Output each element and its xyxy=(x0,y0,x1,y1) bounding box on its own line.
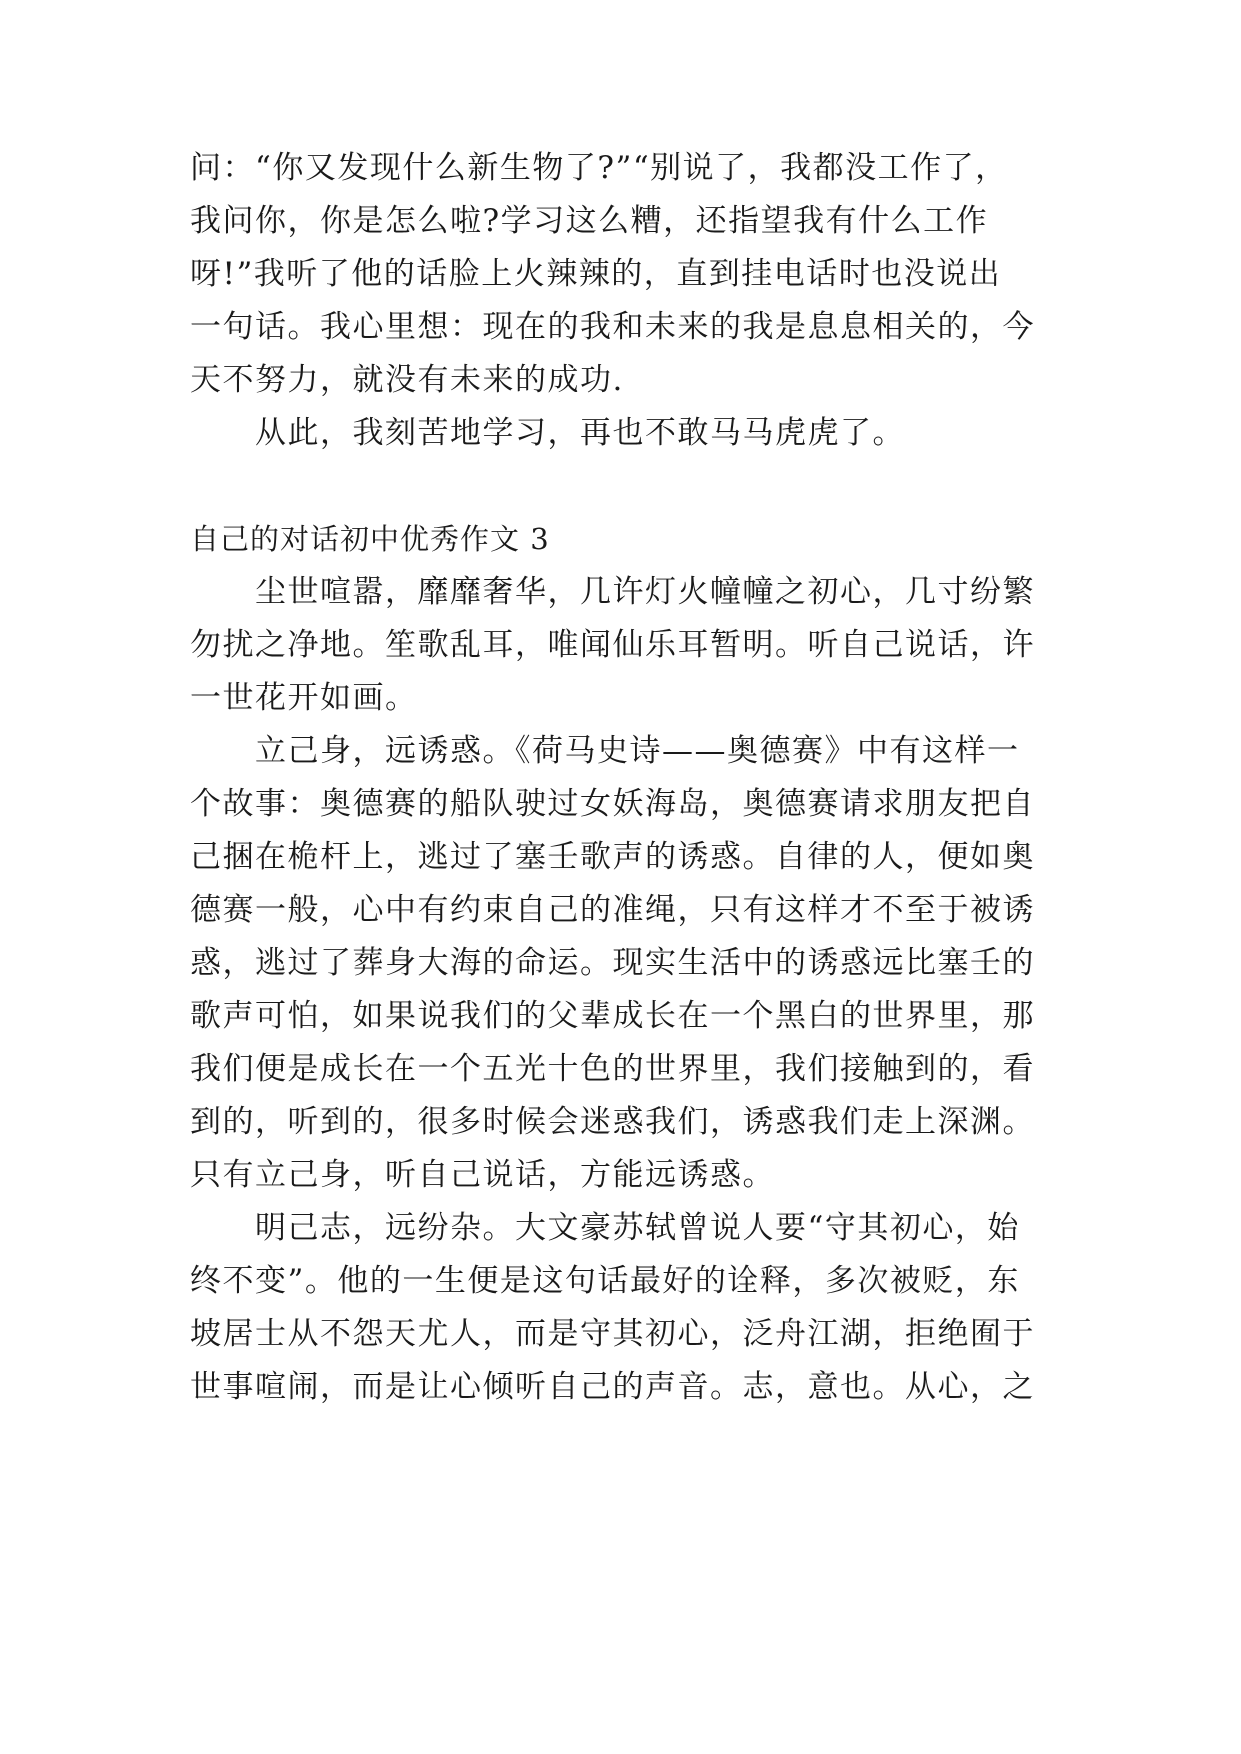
text-line: 一句话。我心里想：现在的我和未来的我是息息相关的，今 xyxy=(190,309,1035,345)
text-line: 坡居士从不怨天尤人，而是守其初心，泛舟江湖，拒绝囿于 xyxy=(190,1316,1035,1352)
text-line: 明己志，远纷杂。大文豪苏轼曾说人要“守其初心，始 xyxy=(190,1210,1020,1246)
text-line: 我们便是成长在一个五光十色的世界里，我们接触到的，看 xyxy=(190,1051,1035,1087)
text-line: 个故事：奥德赛的船队驶过女妖海岛，奥德赛请求朋友把自 xyxy=(190,786,1035,822)
text-line: 我问你，你是怎么啦?学习这么糟，还指望我有什么工作 xyxy=(190,203,989,239)
text-line: 问：“你又发现什么新生物了?”“别说了，我都没工作了， xyxy=(190,150,1008,186)
text-line: 天不努力，就没有未来的成功. xyxy=(190,362,624,398)
text-line: 只有立己身，听自己说话，方能远诱惑。 xyxy=(190,1157,775,1193)
text-line: 歌声可怕，如果说我们的父辈成长在一个黑白的世界里，那 xyxy=(190,998,1035,1034)
section-heading: 自己的对话初中优秀作文 3 xyxy=(190,522,550,556)
text-line: 到的，听到的，很多时候会迷惑我们，诱惑我们走上深渊。 xyxy=(190,1104,1035,1140)
text-line: 世事喧闹，而是让心倾听自己的声音。志，意也。从心，之 xyxy=(190,1369,1035,1405)
text-line: 呀!”我听了他的话脸上火辣辣的，直到挂电话时也没说出 xyxy=(190,256,1002,292)
text-line: 德赛一般，心中有约束自己的准绳，只有这样才不至于被诱 xyxy=(190,892,1035,928)
text-line: 惑，逃过了葬身大海的命运。现实生活中的诱惑远比塞壬的 xyxy=(190,945,1035,981)
text-line: 立己身，远诱惑。《荷马史诗——奥德赛》中有这样一 xyxy=(190,733,1020,769)
text-line: 勿扰之净地。笙歌乱耳，唯闻仙乐耳暂明。听自己说话，许 xyxy=(190,627,1035,663)
text-line: 尘世喧嚣，靡靡奢华，几许灯火幢幢之初心，几寸纷繁 xyxy=(190,574,1035,610)
text-line: 从此，我刻苦地学习，再也不敢马马虎虎了。 xyxy=(190,415,905,451)
text-line: 己捆在桅杆上，逃过了塞壬歌声的诱惑。自律的人，便如奥 xyxy=(190,839,1035,875)
text-line: 终不变”。他的一生便是这句话最好的诠释，多次被贬，东 xyxy=(190,1263,1020,1299)
text-line: 一世花开如画。 xyxy=(190,680,418,716)
